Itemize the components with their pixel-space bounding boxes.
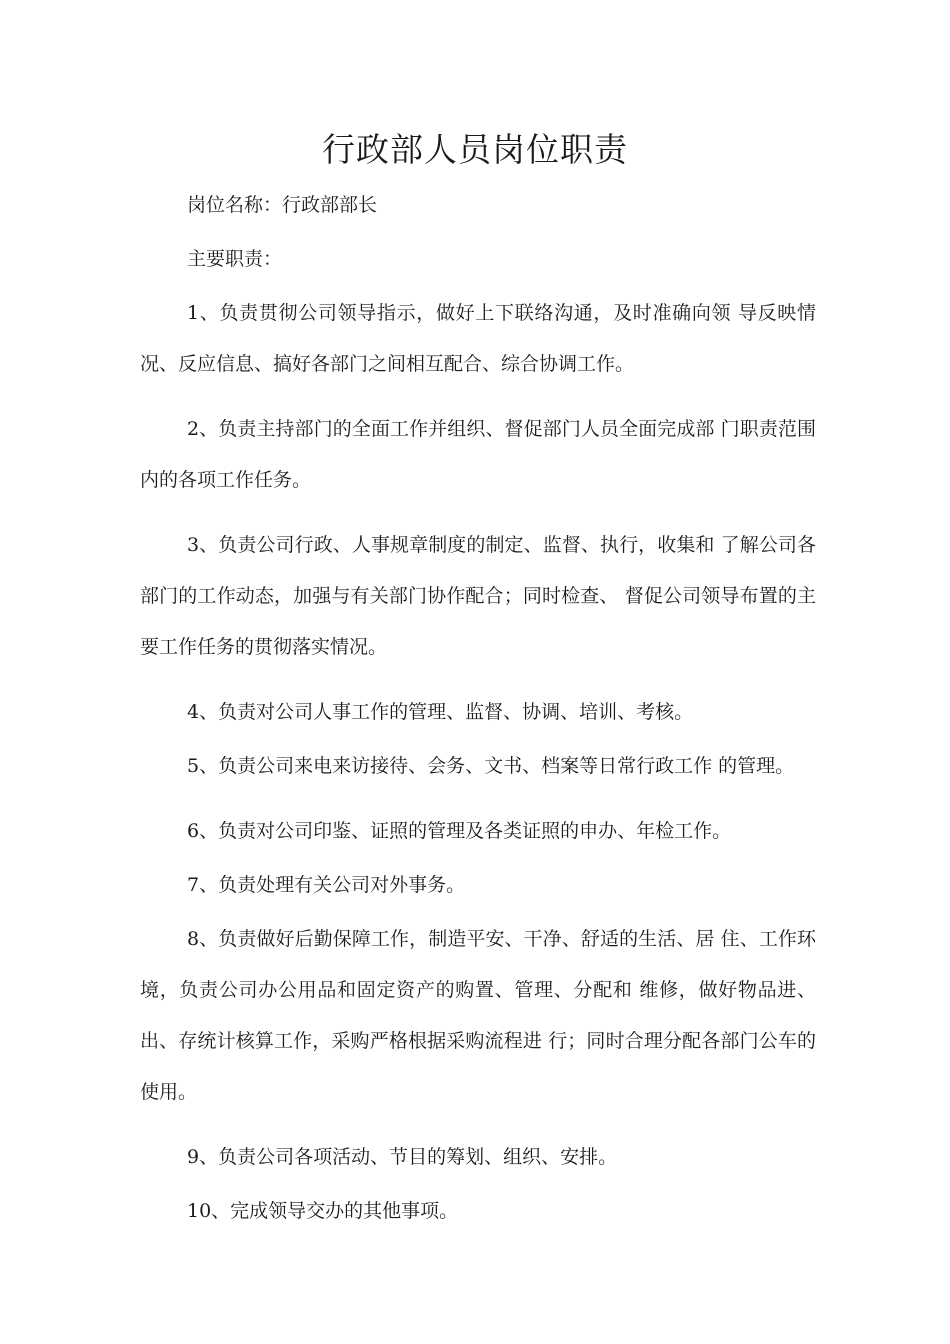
- document-body: [140, 180, 816, 1240]
- duties-list: [140, 288, 816, 1237]
- position-name-line: 岗位名称：行政部部长: [187, 194, 378, 216]
- duty-item: 10、完成领导交办的其他事项。: [187, 1200, 459, 1222]
- duty-item: 8、负责做好后勤保障工作，制造平安、干净、舒适的生活、居 住、工作环境，负责公司办公用品和固定资产的购置、管理、分配和 维修，做好物品进、出、存统计核算工作，采购严格根据采购流程进 行；同时合理分配各部门公车的使用。: [140, 928, 816, 1103]
- duty-item: 9、负责公司各项活动、节目的筹划、组织、安排。: [187, 1146, 618, 1168]
- duties-heading: 主要职责：: [187, 248, 283, 270]
- duty-item: 7、负责处理有关公司对外事务。: [187, 874, 466, 896]
- duty-item: 1、负责贯彻公司领导指示，做好上下联络沟通，及时准确向领 导反映情况、反应信息、搞好各部门之间相互配合、综合协调工作。: [140, 302, 816, 375]
- duty-item: 6、负责对公司印鉴、证照的管理及各类证照的申办、年检工作。: [187, 820, 732, 842]
- duty-item: 2、负责主持部门的全面工作并组织、督促部门人员全面完成部 门职责范围内的各项工作任务。: [140, 418, 816, 491]
- document-title: 行政部人员岗位职责: [322, 130, 628, 170]
- duty-item: 3、负责公司行政、人事规章制度的制定、监督、执行，收集和 了解公司各部门的工作动态，加强与有关部门协作配合；同时检查、 督促公司领导布置的主要工作任务的贯彻落实情况。: [140, 534, 816, 658]
- duty-item: 5、负责公司来电来访接待、会务、文书、档案等日常行政工作 的管理。: [187, 755, 795, 777]
- duty-item: 4、负责对公司人事工作的管理、监督、协调、培训、考核。: [187, 701, 694, 723]
